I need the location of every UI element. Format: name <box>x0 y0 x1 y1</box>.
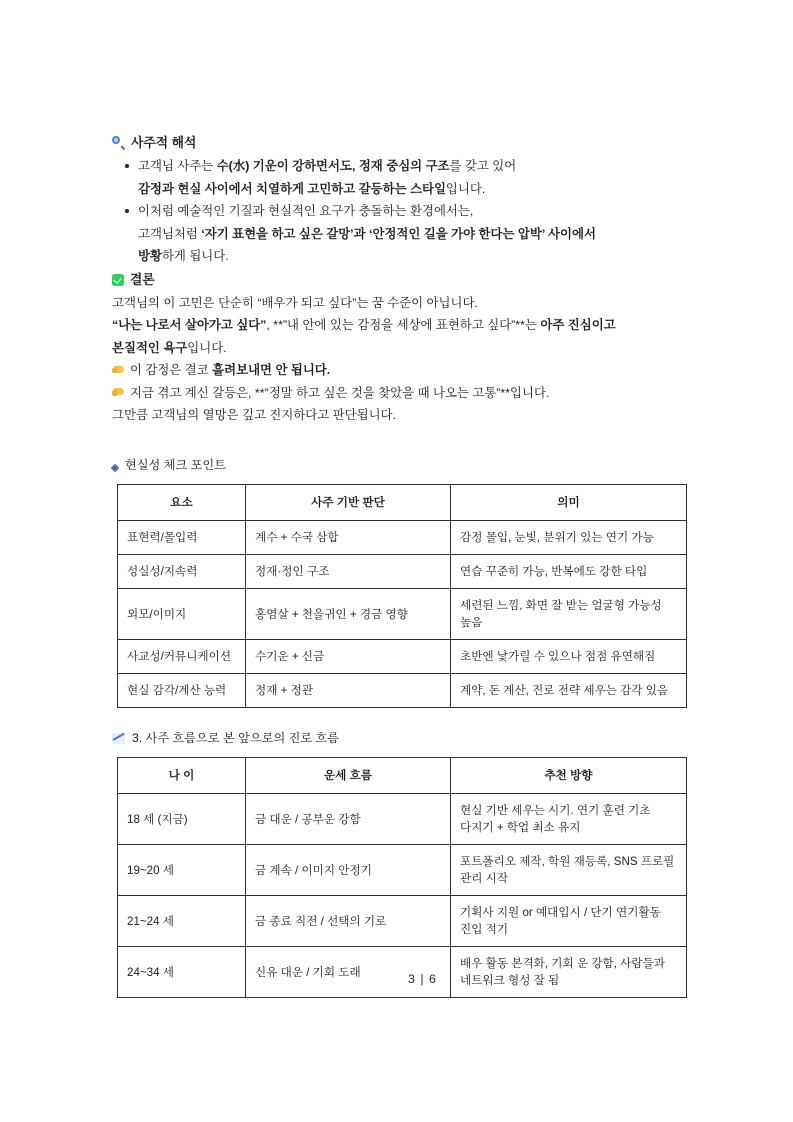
table-cell: 신유 대운 / 기회 도래 <box>246 947 451 998</box>
table-row <box>118 896 687 947</box>
page-indicator: 3 | 6 <box>408 972 437 986</box>
bullet-1-line-2-bold: 감정과 현실 사이에서 치열하게 고민하고 갈등하는 스타일 <box>138 181 446 196</box>
table-cell: 정재 + 정관 <box>246 674 451 708</box>
table-row <box>118 674 687 708</box>
column-header: 추천 방향 <box>451 758 687 794</box>
table-reality-heading-wrap <box>112 455 226 475</box>
bullet-2-line-1: 이처럼 예술적인 기질과 현실적인 요구가 충돌하는 환경에서는, <box>138 204 474 219</box>
table-reality <box>117 484 687 708</box>
conclusion-line-3-tail: 입니다. <box>187 340 227 355</box>
table-header-row <box>118 758 687 794</box>
blue-diamond-bullet-icon <box>111 463 119 471</box>
list-item <box>138 155 692 200</box>
table-cell: 19~20 세 <box>118 845 246 896</box>
table-flow-heading-label: 3. 사주 흐름으로 본 앞으로의 진로 흐름 <box>132 731 340 745</box>
table-reality-heading-label: 현실성 체크 포인트 <box>125 458 226 472</box>
hand-line-1 <box>112 359 692 382</box>
bullet-2-line-3-bold: 방황 <box>138 249 162 264</box>
saju-bullet-list <box>112 155 692 268</box>
table-flow-heading-wrap <box>112 728 339 748</box>
table-row <box>118 555 687 589</box>
table-cell: 금 종료 직전 / 선택의 기로 <box>246 896 451 947</box>
table-cell: 24~34 세 <box>118 947 246 998</box>
table-cell: 정재·정인 구조 <box>246 555 451 589</box>
bullet-1-text-a: 고객님 사주는 <box>138 159 217 173</box>
section-heading-saju-label: 사주적 해석 <box>131 135 197 150</box>
section-heading-saju <box>112 132 692 154</box>
conclusion-line-2-mid: , **”내 안에 있는 감정을 세상에 표현하고 싶다”**는 <box>266 318 541 333</box>
bullet-1-line-1 <box>138 155 692 178</box>
table-cell: 포트폴리오 제작, 학원 재등록, SNS 프로필 관리 시작 <box>451 845 687 896</box>
hand-line-1-text <box>130 359 330 382</box>
chart-increasing-icon <box>112 733 125 744</box>
bullet-2-line-3-tail: 하게 됩니다. <box>161 249 229 264</box>
page-footer <box>0 972 793 986</box>
table-cell: 배우 활동 본격화, 기회 운 강함, 사람들과 네트워크 형성 잘 됨 <box>451 947 687 998</box>
hand-line-2 <box>112 382 692 405</box>
pointing-hand-icon <box>112 363 125 375</box>
table-cell: 감정 몰입, 눈빛, 분위기 있는 연기 가능 <box>451 521 687 555</box>
table-reality-wrap <box>117 477 687 708</box>
bullet-2-line-2-bold: ‘자기 표현을 하고 싶은 갈망’과 ‘안정적인 길을 가야 한다는 압박’ 사이에서 <box>201 226 596 241</box>
conclusion-closing: 그만큼 고객님의 열망은 깊고 진지하다고 판단됩니다. <box>112 408 396 423</box>
table-cell: 금 대운 / 공부운 강함 <box>246 794 451 845</box>
column-header: 운세 흐름 <box>246 758 451 794</box>
bullet-1-line-2-tail: 입니다. <box>445 181 486 196</box>
conclusion-line-2-bold-1: “나는 나로서 살아가고 싶다” <box>112 318 267 333</box>
table-cell: 성실성/지속력 <box>118 555 246 589</box>
conclusion-line-1: 고객님의 이 고민은 단순히 “배우가 되고 싶다”는 꿈 수준이 아닙니다. <box>112 295 478 310</box>
hand-line-2-text: 지금 겪고 계신 갈등은, **”정말 하고 싶은 것을 찾았을 때 나오는 고통”**입니다. <box>130 385 550 400</box>
table-cell: 표현력/몰입력 <box>118 521 246 555</box>
section-heading-conclusion <box>112 269 692 291</box>
table-cell: 18 세 (지금) <box>118 794 246 845</box>
conclusion-line-2 <box>112 314 692 337</box>
conclusion-line-2-bold-2: 아주 진심이고 <box>540 318 616 333</box>
table-reality-heading <box>112 455 226 475</box>
bullet-1-text-b: 를 갖고 있어 <box>449 159 517 173</box>
table-flow-heading <box>112 728 339 748</box>
bullet-1-text-bold: 수(水) 기운이 강하면서도, 정재 중심의 구조 <box>216 159 450 173</box>
table-cell: 세련된 느낌, 화면 잘 받는 얼굴형 가능성 높음 <box>451 589 687 640</box>
table-cell: 기획사 지원 or 예대입시 / 단기 연기활동 진입 적기 <box>451 896 687 947</box>
green-check-icon <box>112 274 124 286</box>
table-cell: 수기운 + 신금 <box>246 640 451 674</box>
table-cell: 계약, 돈 계산, 진로 전략 세우는 감각 있음 <box>451 674 687 708</box>
table-row <box>118 589 687 640</box>
hand-line-1-text-bold: 흘려보내면 안 됩니다. <box>212 363 331 378</box>
conclusion-line-3 <box>112 337 692 360</box>
table-row <box>118 845 687 896</box>
column-header: 의미 <box>451 485 687 521</box>
table-cell: 현실 기반 세우는 시기. 연기 훈련 기초 다지기 + 학업 최소 유지 <box>451 794 687 845</box>
table-row <box>118 521 687 555</box>
column-header: 나 이 <box>118 758 246 794</box>
bullet-2-line-3 <box>138 245 692 268</box>
list-item <box>138 200 692 268</box>
table-cell: 21~24 세 <box>118 896 246 947</box>
table-flow-wrap <box>117 750 687 998</box>
hand-line-1-text-a: 이 감정은 결코 <box>130 363 213 378</box>
bullet-1-line-2 <box>138 178 692 201</box>
table-cell: 연습 꾸준히 가능, 반복에도 강한 타입 <box>451 555 687 589</box>
bullet-2-line-2-a: 고객님처럼 <box>138 226 202 241</box>
magnifier-icon <box>112 136 125 149</box>
column-header: 사주 기반 판단 <box>246 485 451 521</box>
table-cell: 사교성/커뮤니케이션 <box>118 640 246 674</box>
table-cell: 금 계속 / 이미지 안정기 <box>246 845 451 896</box>
table-row <box>118 640 687 674</box>
table-cell: 외모/이미지 <box>118 589 246 640</box>
table-cell: 초반엔 낯가릴 수 있으나 점점 유연해짐 <box>451 640 687 674</box>
table-cell: 현실 감각/계산 능력 <box>118 674 246 708</box>
bullet-2-line-2 <box>138 223 692 246</box>
table-cell: 계수 + 수국 삼합 <box>246 521 451 555</box>
conclusion-line-3-bold: 본질적인 욕구 <box>112 340 188 355</box>
pointing-hand-icon <box>112 386 125 398</box>
table-header-row <box>118 485 687 521</box>
section-heading-conclusion-label: 결론 <box>130 271 155 287</box>
table-row <box>118 794 687 845</box>
column-header: 요소 <box>118 485 246 521</box>
table-flow <box>117 757 687 998</box>
table-cell: 홍염살 + 천을귀인 + 경금 영향 <box>246 589 451 640</box>
